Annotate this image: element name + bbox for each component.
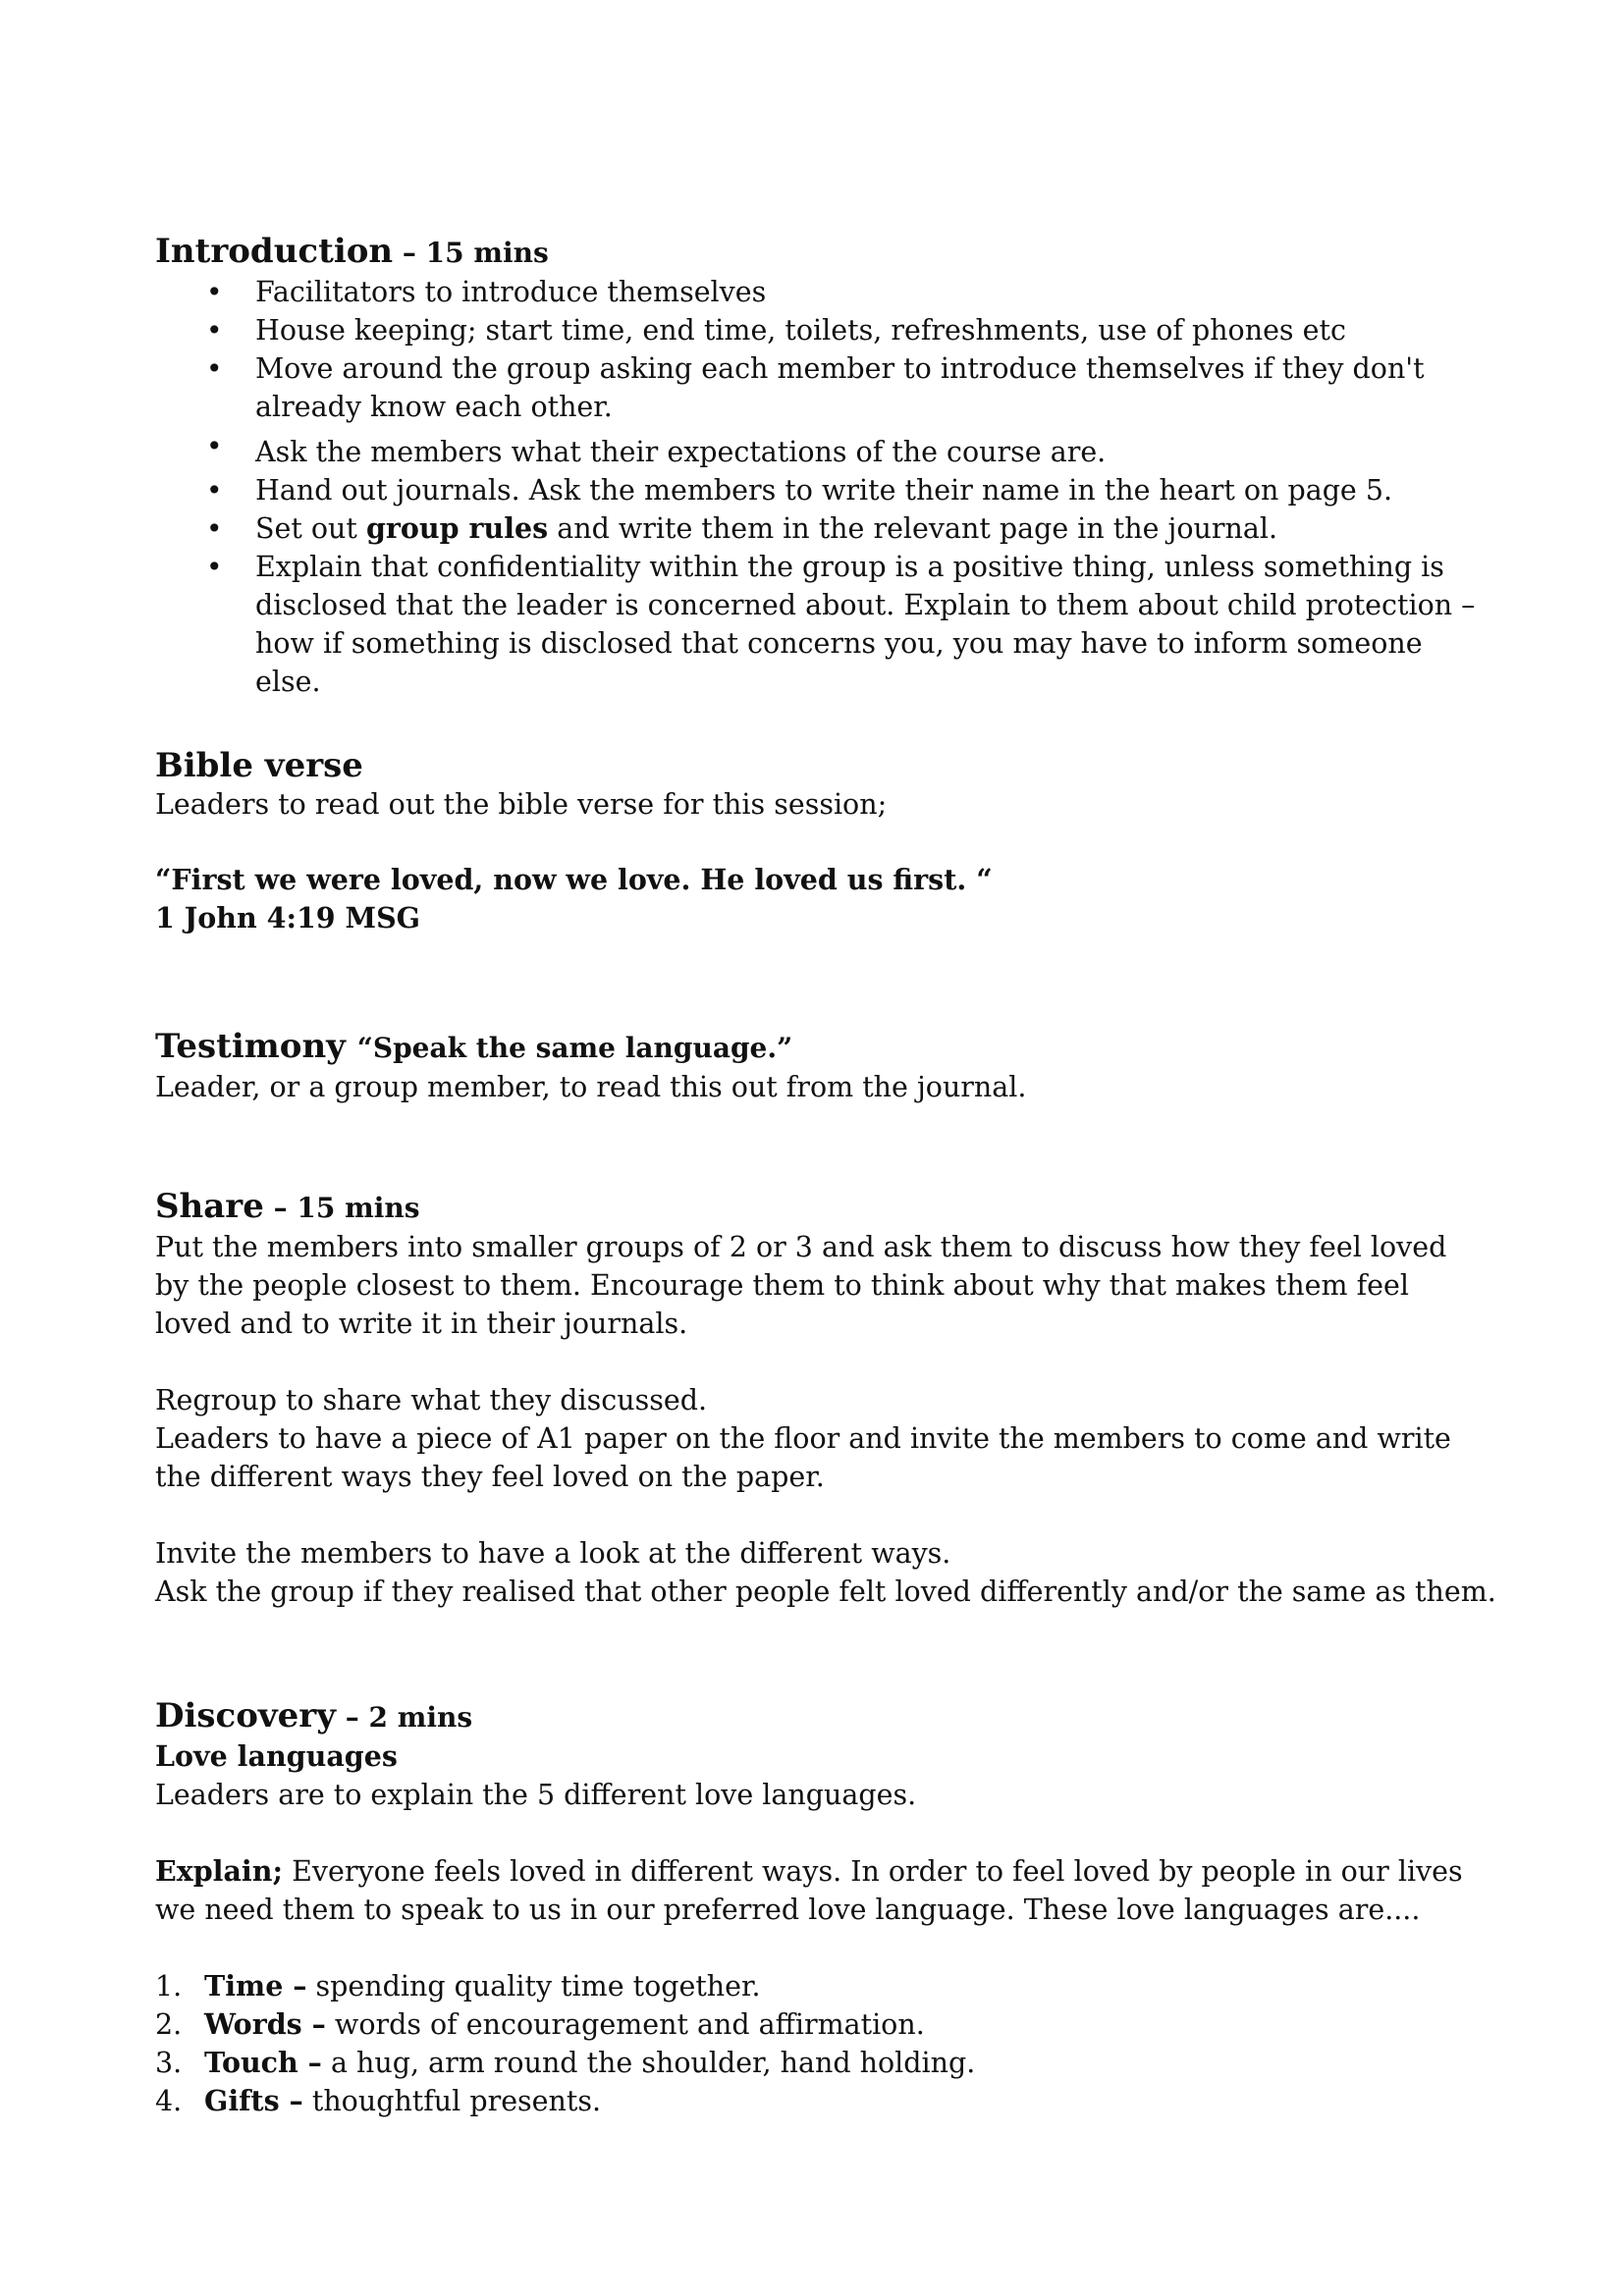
- discovery-heading: Discovery – 2 mins: [155, 1696, 473, 1735]
- list-item: • Hand out journals. Ask the members to write their name in the heart on page 5.: [155, 471, 1490, 509]
- bible-verse-quote: “First we were loved, now we love. He loved us first. “: [155, 863, 993, 896]
- introduction-section: [155, 232, 1490, 701]
- testimony-section: [155, 1027, 1490, 1106]
- list-item: • Ask the members what their expectations of the course are.: [155, 433, 1490, 471]
- list-item: • Move around the group asking each member to introduce themselves if they don't already know each other.: [155, 349, 1490, 426]
- testimony-text: Leader, or a group member, to read this out from the journal.: [155, 1071, 1027, 1103]
- share-paragraph-1: Put the members into smaller groups of 2 or 3 and ask them to discuss how they feel loved by the people closest to them. Encourage them to think about why that makes them feel loved and to write it in their journals.: [155, 1231, 1447, 1340]
- bullet-icon: •: [206, 551, 223, 583]
- discovery-intro: Leaders are to explain the 5 different love languages.: [155, 1779, 917, 1811]
- bible-verse-reference: 1 John 4:19 MSG: [155, 901, 421, 934]
- testimony-heading: Testimony “Speak the same language.”: [155, 1027, 793, 1066]
- bullet-icon: •: [206, 352, 223, 385]
- group-rules-emphasis: group rules: [365, 511, 549, 545]
- share-paragraph-3b: Ask the group if they realised that other people felt loved differently and/or the same as them.: [155, 1575, 1496, 1608]
- list-item: 1. Time – spending quality time together.: [155, 1969, 761, 2002]
- bullet-icon: •: [206, 430, 223, 462]
- list-item: 3. Touch – a hug, arm round the shoulder, hand holding.: [155, 2046, 976, 2079]
- bullet-icon: •: [206, 512, 223, 545]
- list-item: • Facilitators to introduce themselves: [155, 273, 1490, 311]
- bullet-icon: •: [206, 314, 223, 347]
- introduction-heading: Introduction – 15 mins: [155, 232, 549, 271]
- bible-verse-section: [155, 746, 1490, 937]
- introduction-bullet-list: [155, 273, 1490, 701]
- love-languages-subheading: Love languages: [155, 1739, 398, 1773]
- list-item: 2. Words – words of encouragement and affirmation.: [155, 2007, 925, 2041]
- bible-verse-heading: Bible verse: [155, 746, 363, 785]
- list-item: • Set out group rules and write them in the relevant page in the journal.: [155, 509, 1490, 548]
- share-paragraph-2a: Regroup to share what they discussed.: [155, 1384, 708, 1416]
- list-item: 4. Gifts – thoughtful presents.: [155, 2084, 602, 2117]
- share-paragraph-3a: Invite the members to have a look at the different ways.: [155, 1537, 951, 1570]
- list-item: • House keeping; start time, end time, toilets, refreshments, use of phones etc: [155, 311, 1490, 349]
- bullet-icon: •: [206, 474, 223, 507]
- share-section: [155, 1187, 1496, 1611]
- share-paragraph-2b: Leaders to have a piece of A1 paper on the floor and invite the members to come and write the different ways they feel loved on the paper.: [155, 1422, 1451, 1493]
- love-languages-list: [155, 1967, 1490, 2120]
- bible-verse-intro: Leaders to read out the bible verse for this session;: [155, 788, 888, 821]
- discovery-section: [155, 1696, 1490, 2120]
- discovery-explain: Explain; Everyone feels loved in different ways. In order to feel loved by people in our lives we need them to speak to us in our preferred love language. These love languages are....: [155, 1854, 1463, 1926]
- bullet-icon: •: [206, 276, 223, 308]
- share-heading: Share – 15 mins: [155, 1187, 420, 1226]
- list-item: • Explain that confidentiality within the group is a positive thing, unless something is disclosed that the leader is concerned about. Explain to them about child protection – how if something is disclosed that concerns you, you may have to inform someone else.: [155, 548, 1490, 701]
